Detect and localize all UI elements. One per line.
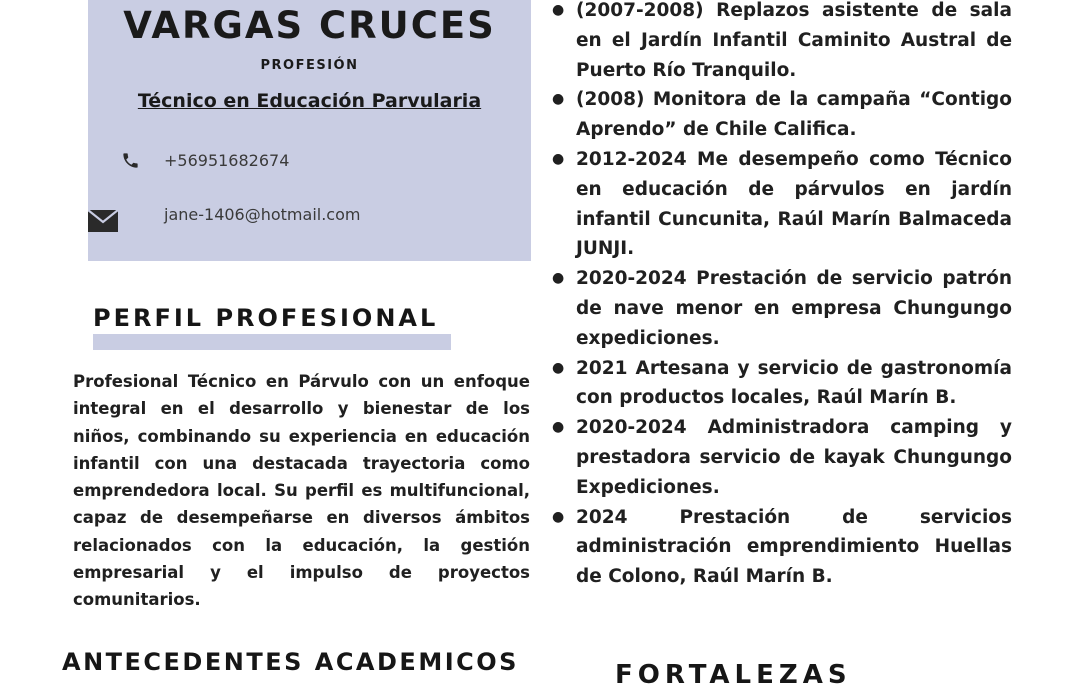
antecedentes-academicos-title: ANTECEDENTES ACADEMICOS bbox=[62, 648, 519, 676]
bullet-icon: ● bbox=[552, 150, 565, 167]
bullet-icon: ● bbox=[552, 359, 565, 376]
experience-item: ● 2020-2024 Administradora camping y prestadora servicio de kayak Chungungo Expediciones. bbox=[552, 413, 1012, 502]
experience-item: ● 2024 Prestación de servicios administración emprendimiento Huellas de Colono, Raúl Marín B. bbox=[552, 503, 1012, 592]
email-row bbox=[88, 201, 531, 231]
bullet-icon: ● bbox=[552, 419, 565, 436]
experience-item: ● (2008) Monitora de la campaña “Contigo Aprendo” de Chile Califica. bbox=[552, 85, 1012, 145]
experience-item: ● 2021 Artesana y servicio de gastronomía con productos locales, Raúl Marín B. bbox=[552, 354, 1012, 414]
experience-item: ● 2012-2024 Me desempeño como Técnico en educación de párvulos en jardín infantil Cuncunita, Raúl Marín Balmaceda JUNJI. bbox=[552, 145, 1012, 264]
experience-list bbox=[552, 0, 1012, 592]
perfil-title-underline bbox=[93, 334, 451, 350]
candidate-name: VARGAS CRUCES bbox=[123, 4, 496, 47]
phone-number: +56951682674 bbox=[164, 151, 290, 170]
header-card bbox=[88, 0, 531, 261]
bullet-icon: ● bbox=[552, 270, 565, 287]
bullet-icon: ● bbox=[552, 91, 565, 108]
envelope-icon bbox=[88, 210, 118, 232]
fortalezas-title: FORTALEZAS bbox=[615, 660, 852, 690]
perfil-profesional-title: PERFIL PROFESIONAL bbox=[93, 304, 439, 332]
phone-row bbox=[88, 147, 531, 177]
profession-label: PROFESIÓN bbox=[260, 58, 359, 73]
experience-item: ● (2007-2008) Replazos asistente de sala en el Jardín Infantil Caminito Austral de Puerto Río Tranquilo. bbox=[552, 0, 1012, 85]
email-address: jane-1406@hotmail.com bbox=[164, 205, 361, 224]
profession-value: Técnico en Educación Parvularia bbox=[137, 90, 482, 112]
experience-item: ● 2020-2024 Prestación de servicio patrón de nave menor en empresa Chungungo expediciones. bbox=[552, 264, 1012, 353]
bullet-icon: ● bbox=[552, 508, 565, 525]
bullet-icon: ● bbox=[552, 2, 565, 18]
perfil-profesional-text: Profesional Técnico en Párvulo con un enfoque integral en el desarrollo y bienestar de los niños, combinando su experiencia en educación infantil con una destacada trayectoria como emprendedora local. Su perfil es multifuncional, capaz de desempeñarse en diversos ámbitos relacionados con la educación, la gestión empresarial y el impulso de proyectos comunitarios. bbox=[73, 372, 530, 610]
phone-icon bbox=[121, 151, 140, 170]
